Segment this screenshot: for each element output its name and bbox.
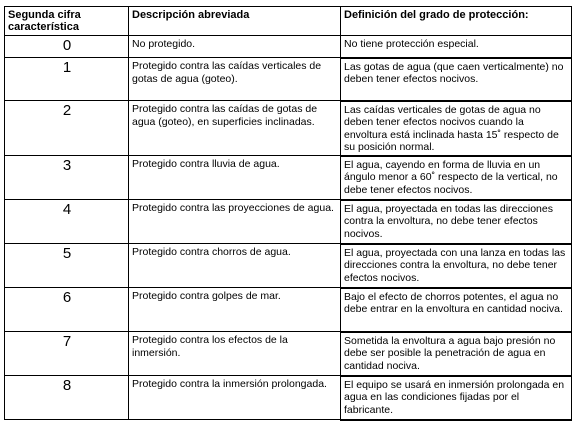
table-row: [5, 332, 572, 376]
short-description-cell: Protegido contra lluvia de agua.: [129, 156, 341, 200]
short-description-cell: Protegido contra las proyecciones de agua.: [129, 200, 341, 244]
digit-cell: 0: [5, 36, 129, 58]
table-row: [5, 200, 572, 244]
table-row: [5, 58, 572, 101]
header-definition: Definición del grado de protección:: [341, 7, 572, 36]
digit-cell: 3: [5, 156, 129, 200]
short-description-cell: Protegido contra los efectos de la inmersión.: [129, 332, 341, 376]
digit-cell: 1: [5, 58, 129, 101]
definition-cell: Las gotas de agua (que caen verticalmente) no deben tener efectos nocivos.: [341, 58, 572, 101]
table-row: [5, 244, 572, 288]
definition-cell: El agua, proyectada con una lanza en todas las direcciones contra la envoltura, no debe tener efectos nocivos.: [341, 244, 572, 288]
digit-cell: 2: [5, 101, 129, 156]
short-description-cell: Protegido contra chorros de agua.: [129, 244, 341, 288]
definition-cell: No tiene protección especial.: [341, 36, 572, 58]
table-row: [5, 288, 572, 332]
header-short-description: Descripción abreviada: [129, 7, 341, 36]
protection-degree-table: [4, 6, 572, 421]
definition-cell: El equipo se usará en inmersión prolongada en agua en las condiciones fijadas por el fabricante.: [341, 376, 572, 420]
definition-cell: El agua, cayendo en forma de lluvia en un ángulo menor a 60˚ respecto de la vertical, no debe tener efectos nocivos.: [341, 156, 572, 200]
digit-cell: 5: [5, 244, 129, 288]
header-digit: Segunda cifra característica: [5, 7, 129, 36]
short-description-cell: Protegido contra golpes de mar.: [129, 288, 341, 332]
short-description-cell: Protegido contra la inmersión prolongada.: [129, 376, 341, 420]
protection-degree-table-wrapper: [4, 6, 572, 421]
definition-cell: El agua, proyectada en todas las direcciones contra la envoltura, no debe tener efectos nocivos.: [341, 200, 572, 244]
definition-cell: Sometida la envoltura a agua bajo presión no debe ser posible la penetración de agua en cantidad nociva.: [341, 332, 572, 376]
digit-cell: 8: [5, 376, 129, 420]
short-description-cell: Protegido contra las caídas verticales de gotas de agua (goteo).: [129, 58, 341, 101]
table-row: [5, 156, 572, 200]
definition-cell: Bajo el efecto de chorros potentes, el agua no debe entrar en la envoltura en cantidad nociva.: [341, 288, 572, 332]
short-description-cell: Protegido contra las caídas de gotas de agua (goteo), en superficies inclinadas.: [129, 101, 341, 156]
table-header-row: [5, 7, 572, 36]
digit-cell: 4: [5, 200, 129, 244]
table-row: [5, 376, 572, 420]
table-row: [5, 101, 572, 156]
digit-cell: 6: [5, 288, 129, 332]
table-row: [5, 36, 572, 58]
definition-cell: Las caídas verticales de gotas de agua no deben tener efectos nocivos cuando la envoltura está inclinada hasta 15˚ respecto de su posición normal.: [341, 101, 572, 156]
digit-cell: 7: [5, 332, 129, 376]
short-description-cell: No protegido.: [129, 36, 341, 58]
